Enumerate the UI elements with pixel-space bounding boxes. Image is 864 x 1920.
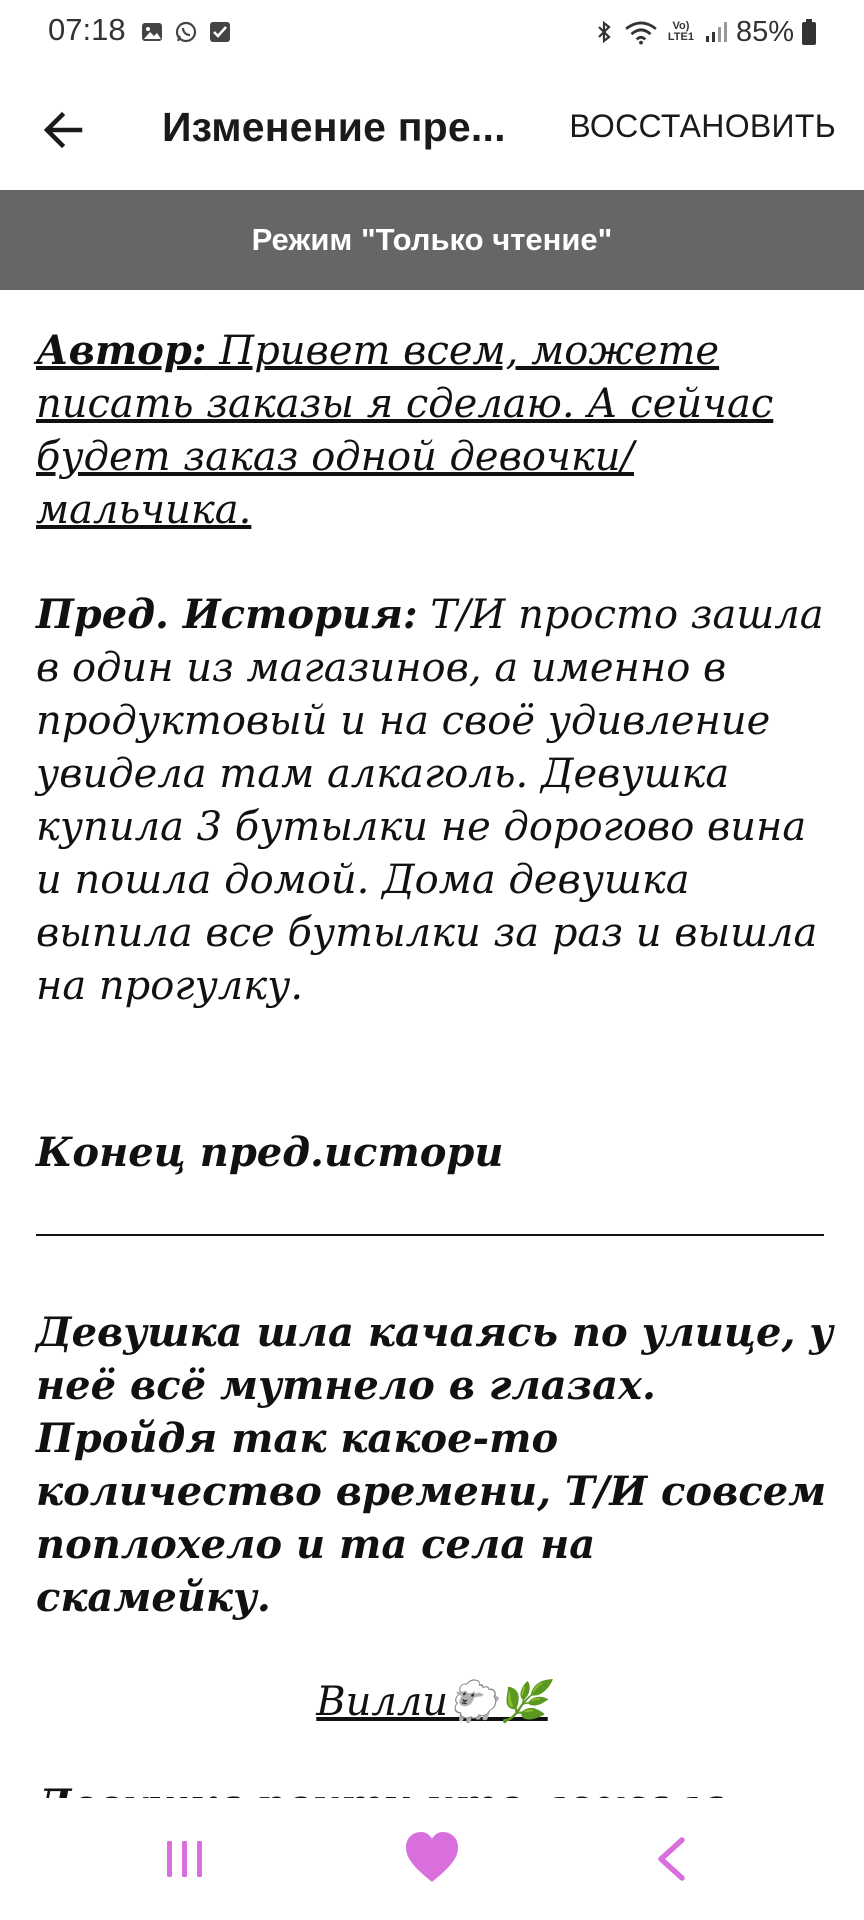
status-time: 07:18 <box>48 12 126 47</box>
bluetooth-icon <box>592 20 616 44</box>
page-title: Изменение пре... <box>162 104 506 150</box>
whatsapp-icon <box>174 20 198 44</box>
read-only-banner-text: Режим "Только чтение" <box>251 222 613 257</box>
volte-indicator <box>666 21 696 43</box>
navigation-bar <box>0 1798 864 1920</box>
author-label: Автор: <box>36 327 207 374</box>
app-bar <box>0 64 864 190</box>
story-paragraph: Девушка шла качаясь по улице, у неё всё мутнело в глазах. Пройдя так какое-то количество времени, Т/И совсем поплохело и та села на скамейку. <box>36 1309 834 1621</box>
author-paragraph <box>36 324 836 537</box>
heart-home-icon[interactable] <box>403 1830 461 1886</box>
nav-back-icon[interactable] <box>652 1836 692 1882</box>
prehistory-label: Пред. История: <box>36 591 418 638</box>
status-bar <box>0 0 864 64</box>
volte-line-2: LTE1 <box>667 31 694 43</box>
story-content[interactable] <box>0 290 864 1798</box>
back-arrow-icon[interactable] <box>36 102 92 158</box>
wifi-icon <box>624 19 658 45</box>
volte-line-1: Vo) <box>672 20 690 32</box>
checkbox-icon <box>208 20 232 44</box>
recents-icon[interactable] <box>163 1839 207 1879</box>
signal-icon <box>704 19 728 45</box>
read-only-banner <box>0 190 864 290</box>
battery-icon <box>802 19 816 45</box>
status-right-icons <box>592 14 816 50</box>
status-left-icons <box>140 18 232 46</box>
prehistory-end-heading: Конец пред.истори <box>36 1129 504 1176</box>
battery-percent: 85% <box>735 15 794 48</box>
prehistory-paragraph <box>36 588 836 1013</box>
divider-line <box>36 1234 824 1236</box>
restore-button[interactable]: ВОССТАНОВИТЬ <box>569 108 836 144</box>
prehistory-text: Т/И просто зашла в один из магазинов, а именно в продуктовый и на своё удивление увидела там алкаголь. Девушка купила 3 бутылки не дорогово вина и пошла домой. Дома девушка выпила все бутылки за раз и вышла на прогулку. <box>36 592 824 1009</box>
author-text: Привет всем, можете писать заказы я сделаю. А сейчас будет заказ одной девочки/мальчика. <box>36 328 774 533</box>
gallery-icon <box>140 20 164 44</box>
character-name: Вилли🐑🌿 <box>316 1679 548 1725</box>
